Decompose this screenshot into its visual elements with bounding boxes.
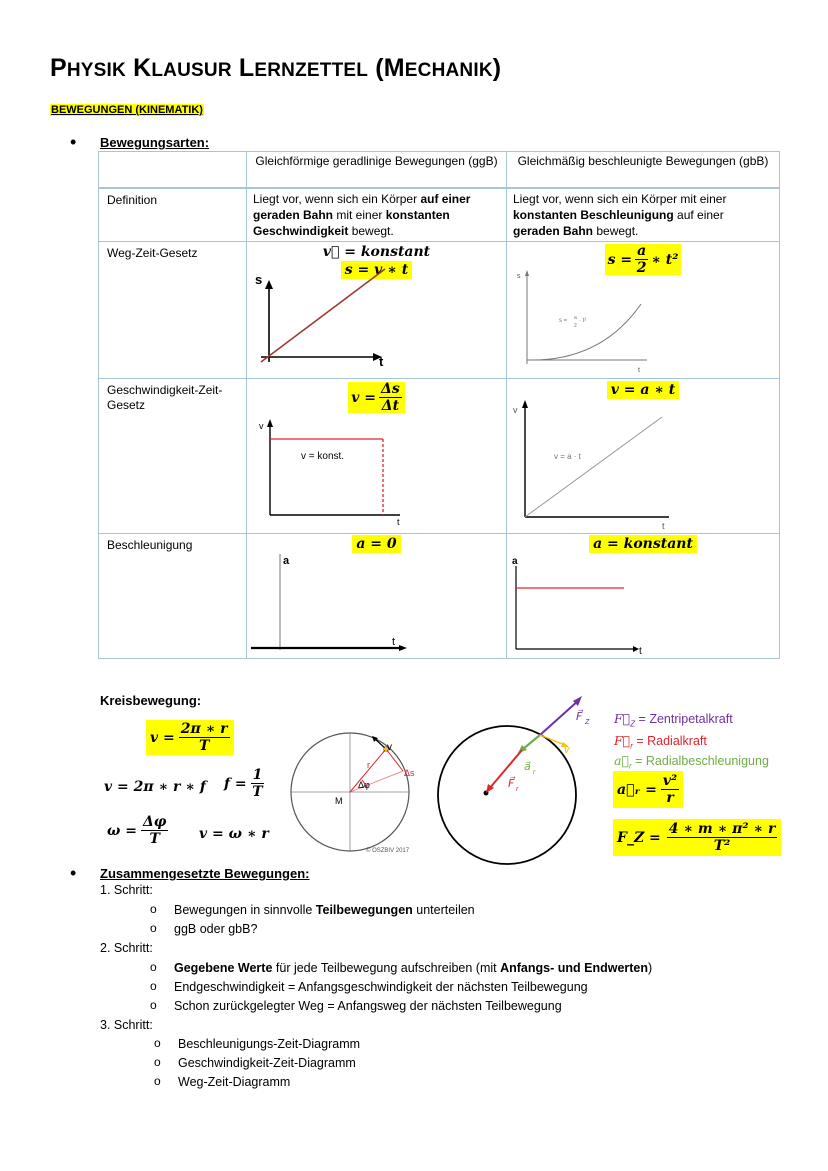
circle-bullet: o bbox=[150, 979, 157, 993]
formula-v-2pirf: v = 2π ∗ r ∗ f bbox=[104, 779, 206, 795]
circle-diagram-angle bbox=[284, 728, 424, 856]
curve-label: s = bbox=[559, 318, 568, 324]
axis-a-label: a bbox=[283, 555, 290, 567]
circle-bullet: o bbox=[150, 998, 157, 1012]
label-dphi: Δφ bbox=[358, 780, 370, 790]
cell-beschl-gbb bbox=[507, 534, 780, 659]
legend-ar: $a⃗_r$ = Radialbeschleunigung bbox=[614, 753, 769, 771]
label-Fz: F⃗ bbox=[576, 711, 583, 723]
definition-ggb: Liegt vor, wenn sich ein Körper auf einer geraden Bahn mit einer konstanten Geschwindigkeit bewegt. bbox=[247, 188, 507, 242]
formula-v-ds-dt: v = $\frac{\Delta s}{\Delta t}$ bbox=[348, 382, 405, 413]
formula-v-konstant: v⃗ = konstant bbox=[322, 244, 431, 260]
graph-v-t-constant bbox=[247, 379, 506, 534]
cell-weg-zeit-gbb bbox=[507, 242, 780, 379]
header-ggb: Gleichförmige geradlinige Bewegungen (ggB) bbox=[247, 152, 507, 188]
axis-t-label: t bbox=[392, 636, 396, 648]
schritt-3c: Weg-Zeit-Diagramm bbox=[178, 1075, 291, 1089]
label-Fr: F⃗ bbox=[508, 778, 515, 790]
section-heading: BEWEGUNGEN (KINEMATIK) bbox=[51, 104, 203, 116]
label-M: M bbox=[335, 796, 343, 806]
schritt-2: 2. Schritt: bbox=[100, 941, 153, 955]
circle-bullet: o bbox=[154, 1074, 161, 1088]
curve-label-t2: · t² bbox=[579, 318, 587, 324]
zusammen-label: Zusammengesetzte Bewegungen: bbox=[100, 866, 310, 881]
circle-bullet: o bbox=[154, 1036, 161, 1050]
cell-weg-zeit-ggb bbox=[247, 242, 507, 379]
axis-a-label: a bbox=[512, 556, 518, 567]
motion-table bbox=[98, 151, 780, 659]
definition-gbb: Liegt vor, wenn sich ein Körper mit einer konstanten Beschleunigung auf einer geraden Bahn bewegt. bbox=[507, 188, 780, 242]
formula-s-at2: s = $\frac{a}{2}$ ∗ t² bbox=[605, 244, 682, 275]
schritt-2a: Gegebene Werte für jede Teilbewegung aufschreiben (mit Anfangs- und Endwerten) bbox=[174, 961, 653, 975]
schritt-1a: Bewegungen in sinnvolle Teilbewegungen unterteilen bbox=[174, 903, 475, 917]
schritt-2c: Schon zurückgelegter Weg = Anfangsweg der nächsten Teilbewegung bbox=[174, 999, 562, 1013]
graph-a-t-zero bbox=[247, 534, 506, 659]
curve-label-a: a bbox=[574, 315, 577, 321]
cell-geschw-zeit-gbb bbox=[507, 379, 780, 534]
formula-v-omega-r: v = ω ∗ r bbox=[199, 826, 269, 842]
bullet: • bbox=[70, 863, 77, 883]
circle-bullet: o bbox=[150, 902, 157, 916]
label-ar: a⃗ bbox=[524, 761, 531, 773]
formula-s-vt: s = v ∗ t bbox=[341, 261, 412, 279]
formula-f-1-T: f = $\frac{1}{T}$ bbox=[224, 767, 263, 800]
formula-v-at: v = a ∗ t bbox=[607, 381, 680, 399]
legend-fz: $F⃗_Z$ = Zentripetalkraft bbox=[614, 711, 733, 729]
graph-a-t-constant bbox=[507, 534, 779, 659]
label-v-tangent: v bbox=[564, 744, 570, 756]
axis-t-label: t bbox=[379, 354, 384, 369]
row-label-weg-zeit: Weg-Zeit-Gesetz bbox=[99, 242, 247, 379]
graph-s-t-parabola bbox=[507, 242, 779, 379]
schritt-3a: Beschleunigungs-Zeit-Diagramm bbox=[178, 1037, 361, 1051]
v-at-label: v = a · t bbox=[554, 452, 581, 461]
axis-s-label: s bbox=[255, 272, 263, 287]
label-ar-sub: r bbox=[533, 769, 536, 776]
bullet: • bbox=[70, 132, 77, 152]
graph-v-t-linear bbox=[507, 379, 779, 534]
axis-t-label: t bbox=[397, 517, 400, 527]
row-label-beschleunigung: Beschleunigung bbox=[99, 534, 247, 659]
formula-Fz: F_Z = $\frac{\text{4 ∗ m ∗ π² ∗ r}}{\text{T²}}$ bbox=[613, 819, 781, 856]
schritt-2b: Endgeschwindigkeit = Anfangsgeschwindigkeit der nächsten Teilbewegung bbox=[174, 980, 588, 994]
graph-s-t-linear bbox=[247, 242, 506, 379]
axis-t-label: t bbox=[639, 646, 642, 657]
formula-a-zero: a = 0 bbox=[352, 535, 400, 553]
axis-t-label: t bbox=[638, 367, 640, 374]
formula-omega: ω = $\frac{\Delta\varphi}{T}$ bbox=[107, 814, 167, 847]
header-empty bbox=[99, 152, 247, 188]
v-konst-label: v = konst. bbox=[301, 451, 345, 462]
cell-beschl-ggb bbox=[247, 534, 507, 659]
kreisbewegung-label: Kreisbewegung: bbox=[100, 693, 202, 708]
label-r: r bbox=[367, 760, 370, 770]
label-Fr-sub: r bbox=[516, 786, 519, 793]
circle-bullet: o bbox=[150, 921, 157, 935]
cell-geschw-zeit-ggb bbox=[247, 379, 507, 534]
circle-bullet: o bbox=[154, 1055, 161, 1069]
legend-fr: $F⃗_r$ = Radialkraft bbox=[614, 733, 707, 751]
formula-ar: a⃗ᵣ = $\frac{\text{v²}}{r}$ bbox=[613, 771, 683, 808]
bewegungsarten-label: Bewegungsarten: bbox=[100, 135, 210, 150]
axis-v-label: v bbox=[513, 405, 518, 415]
circle-diagram-forces bbox=[423, 690, 608, 868]
formula-a-konstant: a = konstant bbox=[589, 535, 697, 553]
schritt-1: 1. Schritt: bbox=[100, 883, 153, 897]
row-label-geschw-zeit: Geschwindigkeit-Zeit-Gesetz bbox=[99, 379, 247, 534]
axis-v-label: v bbox=[259, 421, 264, 431]
copyright: © OSZBIV 2017 bbox=[366, 848, 410, 854]
axis-s-label: s bbox=[517, 273, 521, 280]
page-title: PHYSIK KLAUSUR LERNZETTEL (MECHANIK) bbox=[50, 54, 502, 82]
curve-label-2: 2 bbox=[574, 323, 577, 329]
label-v: v bbox=[387, 742, 392, 753]
row-label-definition: Definition bbox=[99, 188, 247, 242]
schritt-3b: Geschwindigkeit-Zeit-Diagramm bbox=[178, 1056, 356, 1070]
schritt-1b: ggB oder gbB? bbox=[174, 922, 258, 936]
schritt-3: 3. Schritt: bbox=[100, 1018, 153, 1032]
circle-bullet: o bbox=[150, 960, 157, 974]
header-gbb: Gleichmäßig beschleunigte Bewegungen (gbB) bbox=[507, 152, 780, 188]
label-Fz-sub: Z bbox=[585, 719, 590, 726]
axis-t-label: t bbox=[662, 521, 665, 531]
formula-v-2pir-T: v = $\frac{2\pi ∗ r}{T}$ bbox=[146, 720, 234, 755]
label-ds: Δs bbox=[404, 768, 415, 778]
